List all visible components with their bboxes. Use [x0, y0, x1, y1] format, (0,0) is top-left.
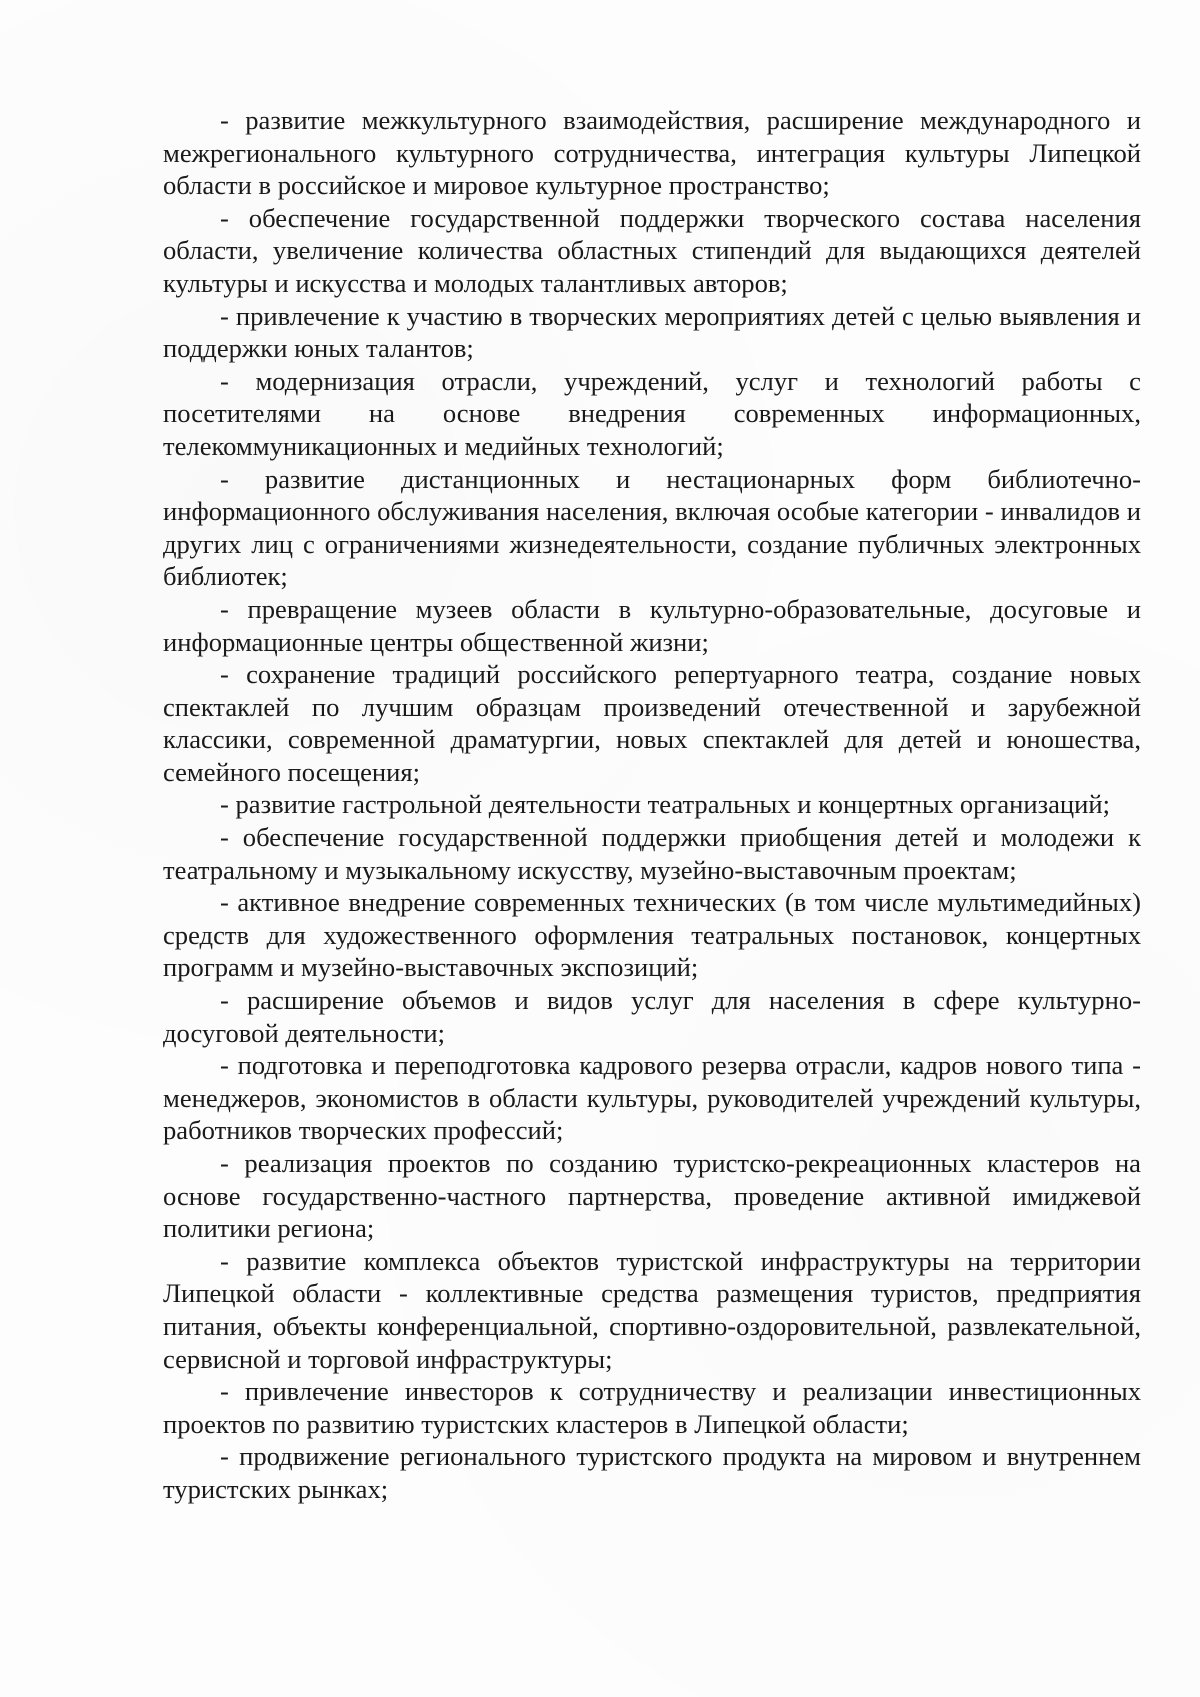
paragraph-theatre-traditions: - сохранение традиций российского репертуарного театра, создание новых спектаклей по лучшим образцам произведений отечественной и зарубежной классики, современной драматургии, новых спектаклей для детей и юношества, семейного посещения; — [163, 659, 1141, 787]
paragraph-personnel-training: - подготовка и переподготовка кадрового резерва отрасли, кадров нового типа - менеджеров, экономистов в области культуры, руководителей учреждений культуры, работников творческих профессий; — [163, 1050, 1141, 1146]
document-body — [163, 104, 1141, 1506]
paragraph-tourism-promotion: - продвижение регионального туристского продукта на мировом и внутреннем туристских рынках; — [163, 1441, 1141, 1504]
paragraph-youth-arts: - обеспечение государственной поддержки приобщения детей и молодежи к театральному и музыкальному искусству, музейно-выставочным проектам; — [163, 822, 1141, 885]
paragraph-modernization: - модернизация отрасли, учреждений, услуг и технологий работы с посетителями на основе внедрения современных информационных, телекоммуникационных и медийных технологий; — [163, 365, 1141, 461]
paragraph-touring: - развитие гастрольной деятельности театральных и концертных организаций; — [220, 789, 1110, 820]
paragraph-investors: - привлечение инвесторов к сотрудничеству и реализации инвестиционных проектов по развитию туристских кластеров в Липецкой области; — [163, 1376, 1141, 1439]
paragraph-state-support: - обеспечение государственной поддержки творческого состава населения области, увеличение количества областных стипендий для выдающихся деятелей культуры и искусства и молодых талантливых авторов; — [163, 202, 1141, 298]
paragraph-library-services: - развитие дистанционных и нестационарных форм библиотечно-информационного обслуживания населения, включая особые категории - инвалидов и других лиц с ограничениями жизнедеятельности, создание публичных электронных библиотек; — [163, 463, 1141, 592]
paragraph-leisure-services: - расширение объемов и видов услуг для населения в сфере культурно-досуговой деятельности; — [163, 985, 1141, 1048]
paragraph-tourism-infrastructure: - развитие комплекса объектов туристской инфраструктуры на территории Липецкой области - коллективные средства размещения туристов, предприятия питания, объекты конференциальной, спортивно-оздоровительной, развлекательной, сервисной и торговой инфраструктуры; — [163, 1245, 1141, 1374]
paragraph-museums: - превращение музеев области в культурно-образовательные, досуговые и информационные центры общественной жизни; — [163, 593, 1141, 657]
paragraph-multimedia: - активное внедрение современных технических (в том числе мультимедийных) средств для художественного оформления театральных постановок, концертных программ и музейно-выставочных экспозиций; — [163, 887, 1141, 983]
paragraph-intercultural: - развитие межкультурного взаимодействия, расширение международного и межрегионального культурного сотрудничества, интеграция культуры Липецкой области в российское и мировое культурное пространство; — [163, 105, 1141, 201]
paragraph-tourism-clusters: - реализация проектов по созданию туристско-рекреационных кластеров на основе государственно-частного партнерства, проведение активной имиджевой политики региона; — [163, 1148, 1141, 1244]
paragraph-children-talents: - привлечение к участию в творческих мероприятиях детей с целью выявления и поддержки юных талантов; — [163, 300, 1141, 364]
